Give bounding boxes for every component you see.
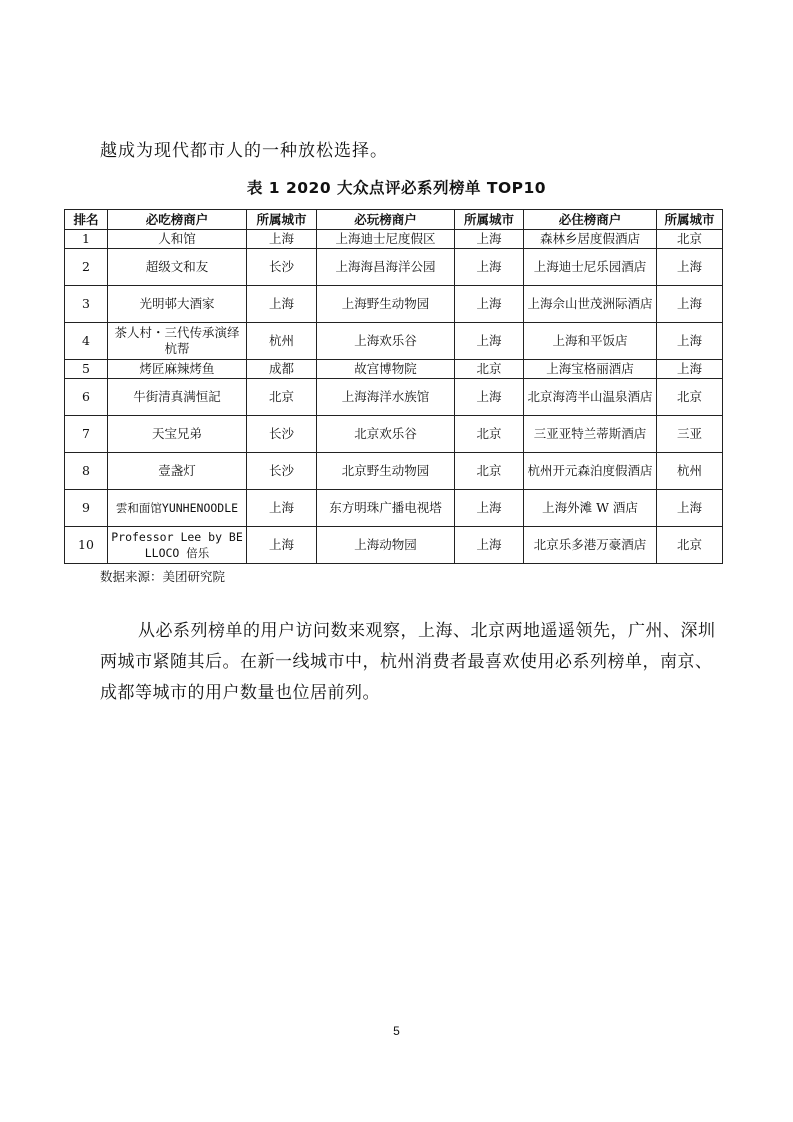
city-cell: 上海 [657,360,723,379]
rank-cell: 1 [65,230,108,249]
city-cell: 上海 [657,249,723,286]
stay-merchant-cell: 上海外滩 W 酒店 [524,490,657,527]
city-cell: 上海 [247,286,317,323]
play-merchant-cell: 东方明珠广播电视塔 [317,490,455,527]
city-cell: 上海 [455,323,524,360]
stay-merchant-cell: 上海佘山世茂洲际酒店 [524,286,657,323]
stay-merchant-cell: 三亚亚特兰蒂斯酒店 [524,416,657,453]
eat-merchant-cell: 天宝兄弟 [108,416,247,453]
city-cell: 上海 [455,249,524,286]
eat-merchant-cell: Professor Lee by BELLOCO 倍乐 [108,527,247,564]
play-merchant-cell: 上海野生动物园 [317,286,455,323]
rank-cell: 9 [65,490,108,527]
stay-merchant-cell: 上海和平饭店 [524,323,657,360]
city-cell: 上海 [247,490,317,527]
table-row [65,453,723,490]
header-rank: 排名 [65,210,108,230]
header-must-play: 必玩榜商户 [317,210,455,230]
city-cell: 上海 [455,527,524,564]
rank-cell: 8 [65,453,108,490]
table-row [65,527,723,564]
rank-cell: 3 [65,286,108,323]
table-header-row [65,210,723,230]
city-cell: 上海 [455,230,524,249]
rank-cell: 6 [65,379,108,416]
rank-cell: 2 [65,249,108,286]
header-must-eat: 必吃榜商户 [108,210,247,230]
rank-cell: 4 [65,323,108,360]
header-city: 所属城市 [657,210,723,230]
eat-merchant-cell: 光明邨大酒家 [108,286,247,323]
city-cell: 上海 [657,323,723,360]
source-note: 数据来源：美团研究院 [100,569,226,584]
stay-merchant-cell: 上海迪士尼乐园酒店 [524,249,657,286]
stay-merchant-cell: 上海宝格丽酒店 [524,360,657,379]
city-cell: 长沙 [247,416,317,453]
stay-merchant-cell: 杭州开元森泊度假酒店 [524,453,657,490]
rank-cell: 5 [65,360,108,379]
city-cell: 上海 [657,490,723,527]
city-cell: 上海 [247,527,317,564]
play-merchant-cell: 北京欢乐谷 [317,416,455,453]
city-cell: 长沙 [247,453,317,490]
play-merchant-cell: 上海海昌海洋公园 [317,249,455,286]
play-merchant-cell: 上海动物园 [317,527,455,564]
eat-merchant-cell: 茶人村・三代传承演绎杭帮 [108,323,247,360]
stay-merchant-cell: 北京乐多港万豪酒店 [524,527,657,564]
play-merchant-cell: 上海欢乐谷 [317,323,455,360]
city-cell: 北京 [247,379,317,416]
stay-merchant-cell: 北京海湾半山温泉酒店 [524,379,657,416]
eat-merchant-cell: 超级文和友 [108,249,247,286]
eat-merchant-cell: 人和馆 [108,230,247,249]
rank-cell: 10 [65,527,108,564]
city-cell: 上海 [455,286,524,323]
table-row [65,490,723,527]
city-cell: 北京 [657,230,723,249]
city-cell: 上海 [247,230,317,249]
rank-cell: 7 [65,416,108,453]
eat-merchant-cell: 牛街清真满恒記 [108,379,247,416]
stay-merchant-cell: 森林乡居度假酒店 [524,230,657,249]
intro-line: 越成为现代都市人的一种放松选择。 [100,141,388,161]
eat-merchant-cell: 壹盏灯 [108,453,247,490]
header-must-stay: 必住榜商户 [524,210,657,230]
header-city: 所属城市 [247,210,317,230]
table-row [65,323,723,360]
table-row [65,360,723,379]
play-merchant-cell: 故宫博物院 [317,360,455,379]
city-cell: 北京 [455,453,524,490]
city-cell: 长沙 [247,249,317,286]
table-caption: 表 1 2020 大众点评必系列榜单 TOP10 [246,179,547,197]
city-cell: 杭州 [247,323,317,360]
play-merchant-cell: 上海海洋水族馆 [317,379,455,416]
city-cell: 杭州 [657,453,723,490]
city-cell: 上海 [455,490,524,527]
body-paragraph [100,616,720,709]
play-merchant-cell: 上海迪士尼度假区 [317,230,455,249]
play-merchant-cell: 北京野生动物园 [317,453,455,490]
table-row [65,416,723,453]
city-cell: 三亚 [657,416,723,453]
city-cell: 上海 [455,379,524,416]
city-cell: 北京 [657,379,723,416]
city-cell: 北京 [455,416,524,453]
city-cell: 上海 [657,286,723,323]
table-row [65,249,723,286]
page-number: 5 [393,1024,400,1038]
table-row [65,230,723,249]
eat-merchant-cell: 雲和面馆YUNHENOODLE [108,490,247,527]
header-city: 所属城市 [455,210,524,230]
city-cell: 北京 [455,360,524,379]
paragraph-text: 从必系列榜单的用户访问数来观察，上海、北京两地遥遥领先，广州、深圳两城市紧随其后。在新一线城市中，杭州消费者最喜欢使用必系列榜单，南京、成都等城市的用户数量也位居前列。 [100,621,716,703]
table-row [65,379,723,416]
eat-merchant-cell: 烤匠麻辣烤鱼 [108,360,247,379]
table-row [65,286,723,323]
city-cell: 北京 [657,527,723,564]
city-cell: 成都 [247,360,317,379]
ranking-table [64,209,723,564]
